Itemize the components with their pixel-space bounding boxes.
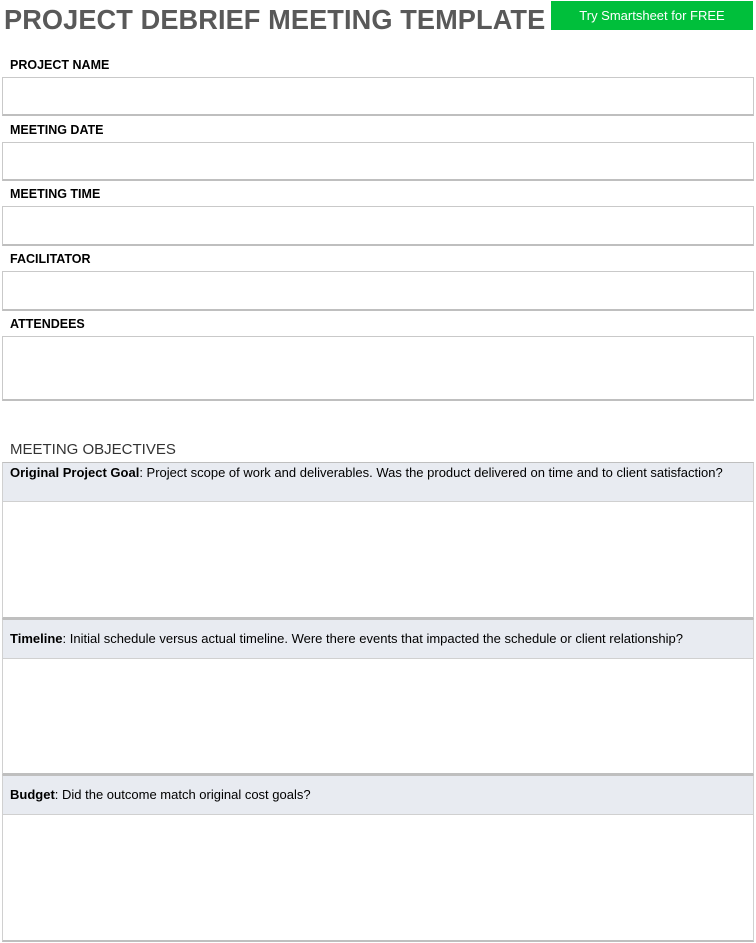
- objective-text: : Project scope of work and deliverables. Was the product delivered on time and to client satisfaction?: [139, 465, 723, 480]
- objective-notes-budget[interactable]: [2, 814, 754, 942]
- objective-header-timeline: [2, 619, 754, 658]
- meeting-time-field[interactable]: [2, 206, 754, 246]
- meeting-time-label: MEETING TIME: [10, 187, 101, 201]
- objective-notes-timeline[interactable]: [2, 658, 754, 775]
- page-title: PROJECT DEBRIEF MEETING TEMPLATE: [4, 4, 546, 35]
- project-name-field[interactable]: [2, 77, 754, 116]
- objective-header-goal: [2, 462, 754, 501]
- project-name-label: PROJECT NAME: [10, 58, 110, 72]
- attendees-label: ATTENDEES: [10, 317, 85, 331]
- objective-term: Original Project Goal: [10, 465, 140, 480]
- meeting-date-field[interactable]: [2, 142, 754, 181]
- meeting-date-label: MEETING DATE: [10, 123, 104, 137]
- objective-notes-goal[interactable]: [2, 501, 754, 619]
- objective-term: Timeline: [10, 631, 63, 646]
- facilitator-label: FACILITATOR: [10, 252, 91, 266]
- meeting-objectives-heading: MEETING OBJECTIVES: [10, 441, 176, 458]
- objective-text: : Initial schedule versus actual timeline. Were there events that impacted the schedule or client relationship?: [62, 631, 683, 646]
- facilitator-field[interactable]: [2, 271, 754, 311]
- objective-header-budget: [2, 775, 754, 814]
- objective-term: Budget: [10, 787, 55, 802]
- try-smartsheet-button[interactable]: Try Smartsheet for FREE: [551, 1, 753, 30]
- attendees-field[interactable]: [2, 336, 754, 401]
- objective-text: : Did the outcome match original cost goals?: [54, 787, 311, 802]
